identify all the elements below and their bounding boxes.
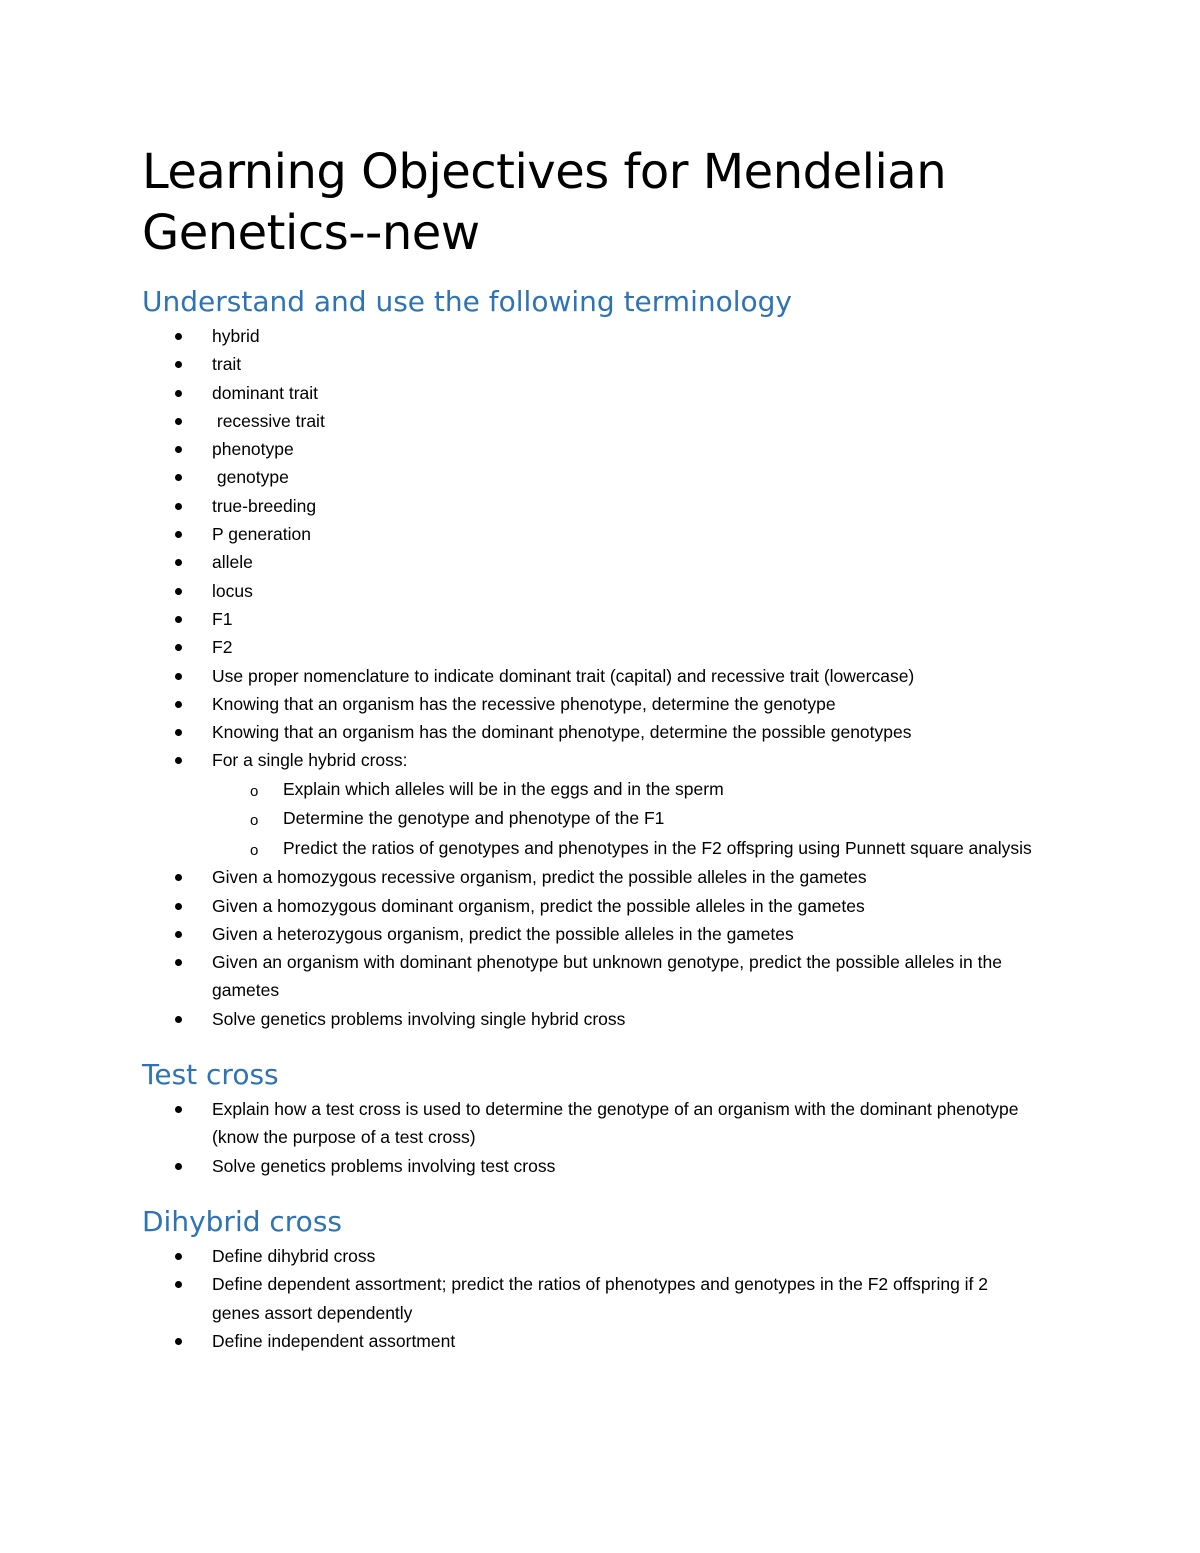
list-item: allele (142, 548, 1062, 576)
list-item: locus (142, 577, 1062, 605)
list-item: Solve genetics problems involving single hybrid cross (142, 1005, 1062, 1033)
dihybrid-cross-list (142, 1242, 1062, 1355)
bullet-icon (175, 1016, 182, 1023)
list-item: recessive trait (142, 407, 1062, 435)
list-item: P generation (142, 520, 1062, 548)
list-item: F2 (142, 633, 1062, 661)
bullet-icon (175, 673, 182, 680)
bullet-icon (175, 361, 182, 368)
bullet-icon (175, 588, 182, 595)
bullet-icon (175, 1281, 182, 1288)
list-item: phenotype (142, 435, 1062, 463)
list-item: Knowing that an organism has the recessive phenotype, determine the genotype (142, 690, 1062, 718)
list-item: hybrid (142, 322, 1062, 350)
section-heading-test-cross: Test cross (142, 1058, 279, 1092)
hollow-bullet-icon: o (250, 812, 259, 830)
bullet-icon (175, 390, 182, 397)
hollow-bullet-icon: o (250, 841, 259, 859)
bullet-icon (175, 903, 182, 910)
list-item: Given an organism with dominant phenotype but unknown genotype, predict the possible alleles in the gametes (142, 948, 1002, 1005)
bullet-icon (175, 446, 182, 453)
bullet-icon (175, 931, 182, 938)
list-item: Define dihybrid cross (142, 1242, 1062, 1270)
list-item: For a single hybrid cross: o Explain which alleles will be in the eggs and in the sperm o Determine the genotype and phenotype of the F1 o Predict the ratios of genotypes and phenotypes in the F2 offspring using Punnett square analysis (142, 746, 1062, 863)
bullet-icon (175, 333, 182, 340)
list-item: Given a heterozygous organism, predict the possible alleles in the gametes (142, 920, 1062, 948)
bullet-icon (175, 418, 182, 425)
list-item: genotype (142, 463, 1062, 491)
terminology-list (142, 322, 1062, 1033)
list-item: Define dependent assortment; predict the ratios of phenotypes and genotypes in the F2 offspring if 2 genes assort dependently (142, 1270, 1012, 1327)
sub-list-item: o Explain which alleles will be in the eggs and in the sperm (250, 778, 724, 800)
section-heading-terminology: Understand and use the following terminology (142, 285, 792, 318)
hollow-bullet-icon: o (250, 782, 259, 800)
list-item: Given a homozygous dominant organism, predict the possible alleles in the gametes (142, 892, 1062, 920)
bullet-icon (175, 503, 182, 510)
bullet-icon (175, 474, 182, 481)
list-item: Solve genetics problems involving test cross (142, 1152, 1062, 1180)
bullet-icon (175, 559, 182, 566)
bullet-icon (175, 757, 182, 764)
bullet-icon (175, 1106, 182, 1113)
bullet-icon (175, 1338, 182, 1345)
list-item: Define independent assortment (142, 1327, 1062, 1355)
list-item: F1 (142, 605, 1062, 633)
bullet-icon (175, 616, 182, 623)
sub-list-item: o Determine the genotype and phenotype of the F1 (250, 808, 665, 830)
sub-list (212, 775, 1062, 864)
section-heading-dihybrid-cross: Dihybrid cross (142, 1204, 342, 1238)
list-item: true-breeding (142, 492, 1062, 520)
bullet-icon (175, 729, 182, 736)
bullet-icon (175, 531, 182, 538)
bullet-icon (175, 959, 182, 966)
document-page (142, 142, 1062, 1355)
bullet-icon (175, 1253, 182, 1260)
list-item: Knowing that an organism has the dominant phenotype, determine the possible genotypes (142, 718, 1062, 746)
list-item: trait (142, 350, 1062, 378)
list-item: Explain how a test cross is used to determine the genotype of an organism with the dominant phenotype (know the purpose of a test cross) (142, 1095, 1042, 1152)
bullet-icon (175, 644, 182, 651)
sub-list-item: o Predict the ratios of genotypes and phenotypes in the F2 offspring using Punnett square analysis (250, 837, 1032, 859)
page-title: Learning Objectives for Mendelian Genetics--new (142, 144, 947, 261)
list-item: Given a homozygous recessive organism, predict the possible alleles in the gametes (142, 863, 1062, 891)
bullet-icon (175, 701, 182, 708)
list-item: dominant trait (142, 379, 1062, 407)
list-item: Use proper nomenclature to indicate dominant trait (capital) and recessive trait (lowercase) (142, 662, 1062, 690)
test-cross-list (142, 1095, 1062, 1180)
bullet-icon (175, 1163, 182, 1170)
bullet-icon (175, 874, 182, 881)
